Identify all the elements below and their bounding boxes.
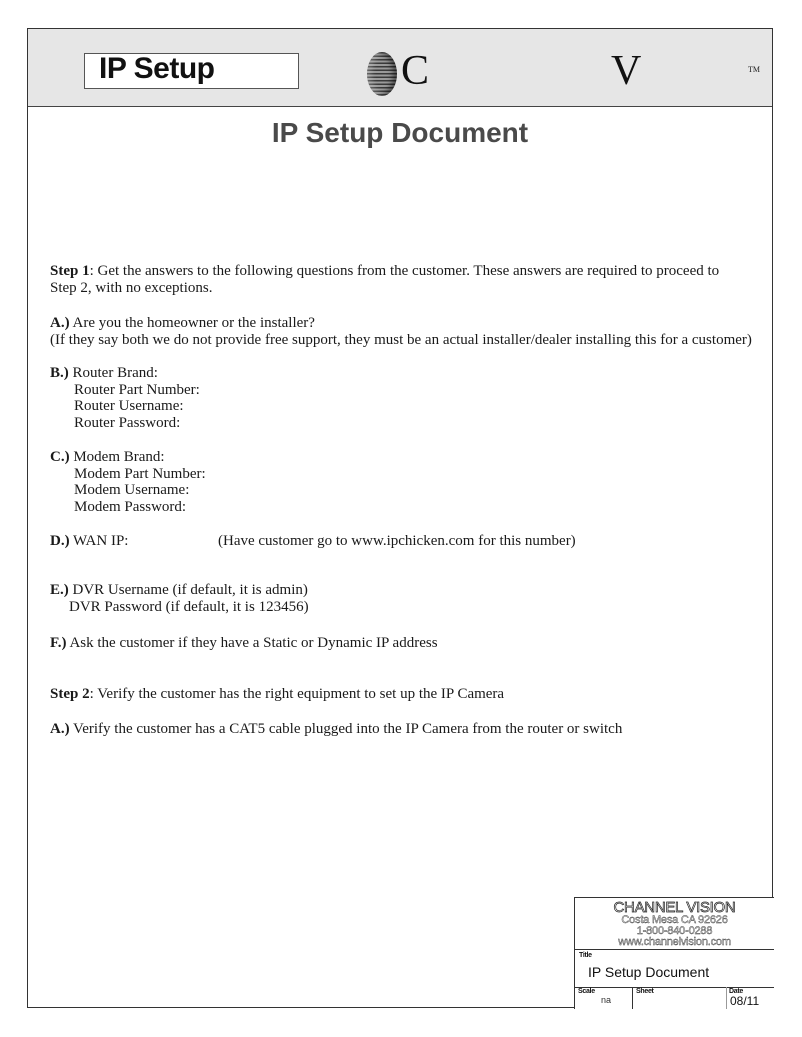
question-f-text: Ask the customer if they have a Static or Dynamic IP address: [66, 635, 438, 651]
router-part-number-label: Router Part Number:: [74, 381, 200, 398]
router-password-label: Router Password:: [74, 414, 181, 431]
step1-text-line2: Step 2, with no exceptions.: [50, 279, 213, 296]
company-name: CHANNEL VISION: [613, 899, 736, 916]
date-value: 08/11: [730, 994, 760, 1008]
trademark-mark: TM: [748, 65, 760, 74]
question-a-note: (If they say both we do not provide free support, they must be an actual installer/dealer installing this for a customer): [50, 331, 752, 348]
sheet-field: [633, 987, 727, 1009]
company-phone: 1-800-840-0288: [636, 925, 713, 937]
step1-label: Step 1: [50, 263, 90, 279]
header-title: IP Setup: [99, 52, 215, 85]
step2-text: : Verify the customer has the right equipment to set up the IP Camera: [89, 686, 505, 702]
wan-ip-note: (Have customer go to www.ipchicken.com for this number): [218, 533, 576, 549]
question-b: [50, 365, 770, 431]
modem-username-label: Modem Username:: [74, 482, 190, 498]
modem-part-number-label: Modem Part Number:: [74, 465, 206, 482]
step2-question-a: [50, 721, 770, 738]
modem-password-label: Modem Password:: [74, 498, 187, 515]
step2-a-text: Verify the customer has a CAT5 cable plugged into the IP Camera from the router or switch: [69, 721, 623, 737]
document-page: [27, 28, 773, 1008]
wan-ip-label: WAN IP:: [69, 533, 129, 549]
date-field: [727, 987, 775, 1009]
header-title-box: [84, 53, 299, 89]
question-c-label: C.): [50, 449, 70, 465]
dvr-password-label: DVR Password (if default, it is 123456): [69, 598, 309, 615]
logo-letter-v: V: [611, 48, 642, 94]
question-c: [50, 449, 770, 515]
step2-label: Step 2: [50, 686, 90, 702]
step1-paragraph: [50, 263, 770, 296]
question-a-text: Are you the homeowner or the installer?: [69, 315, 315, 331]
question-f-label: F.): [50, 635, 67, 651]
company-website: www.channelvision.com: [618, 936, 731, 948]
title-label: Title: [579, 952, 592, 959]
question-a: [50, 315, 770, 348]
scale-field: [575, 987, 633, 1009]
router-username-label: Router Username:: [74, 398, 184, 414]
question-e-label: E.): [50, 582, 69, 598]
step2-paragraph: [50, 686, 770, 703]
router-brand-label: Router Brand:: [72, 365, 158, 381]
modem-brand-label: Modem Brand:: [73, 449, 165, 465]
date-label: Date: [729, 988, 743, 995]
title-block: [574, 897, 774, 1009]
question-d: [50, 533, 770, 550]
question-b-label: B.): [50, 365, 69, 381]
header-band: [28, 29, 772, 107]
scale-value: na: [601, 995, 612, 1005]
scale-sheet-date-row: [575, 987, 774, 1009]
question-f: [50, 635, 770, 652]
step1-text: : Get the answers to the following questions from the customer. These answers are required to proceed to: [89, 263, 720, 279]
dvr-username-label: DVR Username (if default, it is admin): [72, 582, 308, 598]
sheet-label: Sheet: [636, 988, 654, 995]
title-field: [575, 949, 774, 988]
logo-letter-c: C: [401, 48, 430, 94]
globe-icon: [367, 52, 397, 96]
question-e: [50, 582, 770, 615]
page-title: IP Setup Document: [271, 117, 529, 148]
scale-label: Scale: [578, 988, 595, 995]
question-d-label: D.): [50, 533, 70, 549]
title-value: IP Setup Document: [588, 964, 710, 980]
step2-a-label: A.): [50, 721, 70, 737]
question-a-label: A.): [50, 315, 70, 331]
company-info: [575, 898, 774, 950]
company-address: Costa Mesa CA 92626: [621, 914, 728, 926]
